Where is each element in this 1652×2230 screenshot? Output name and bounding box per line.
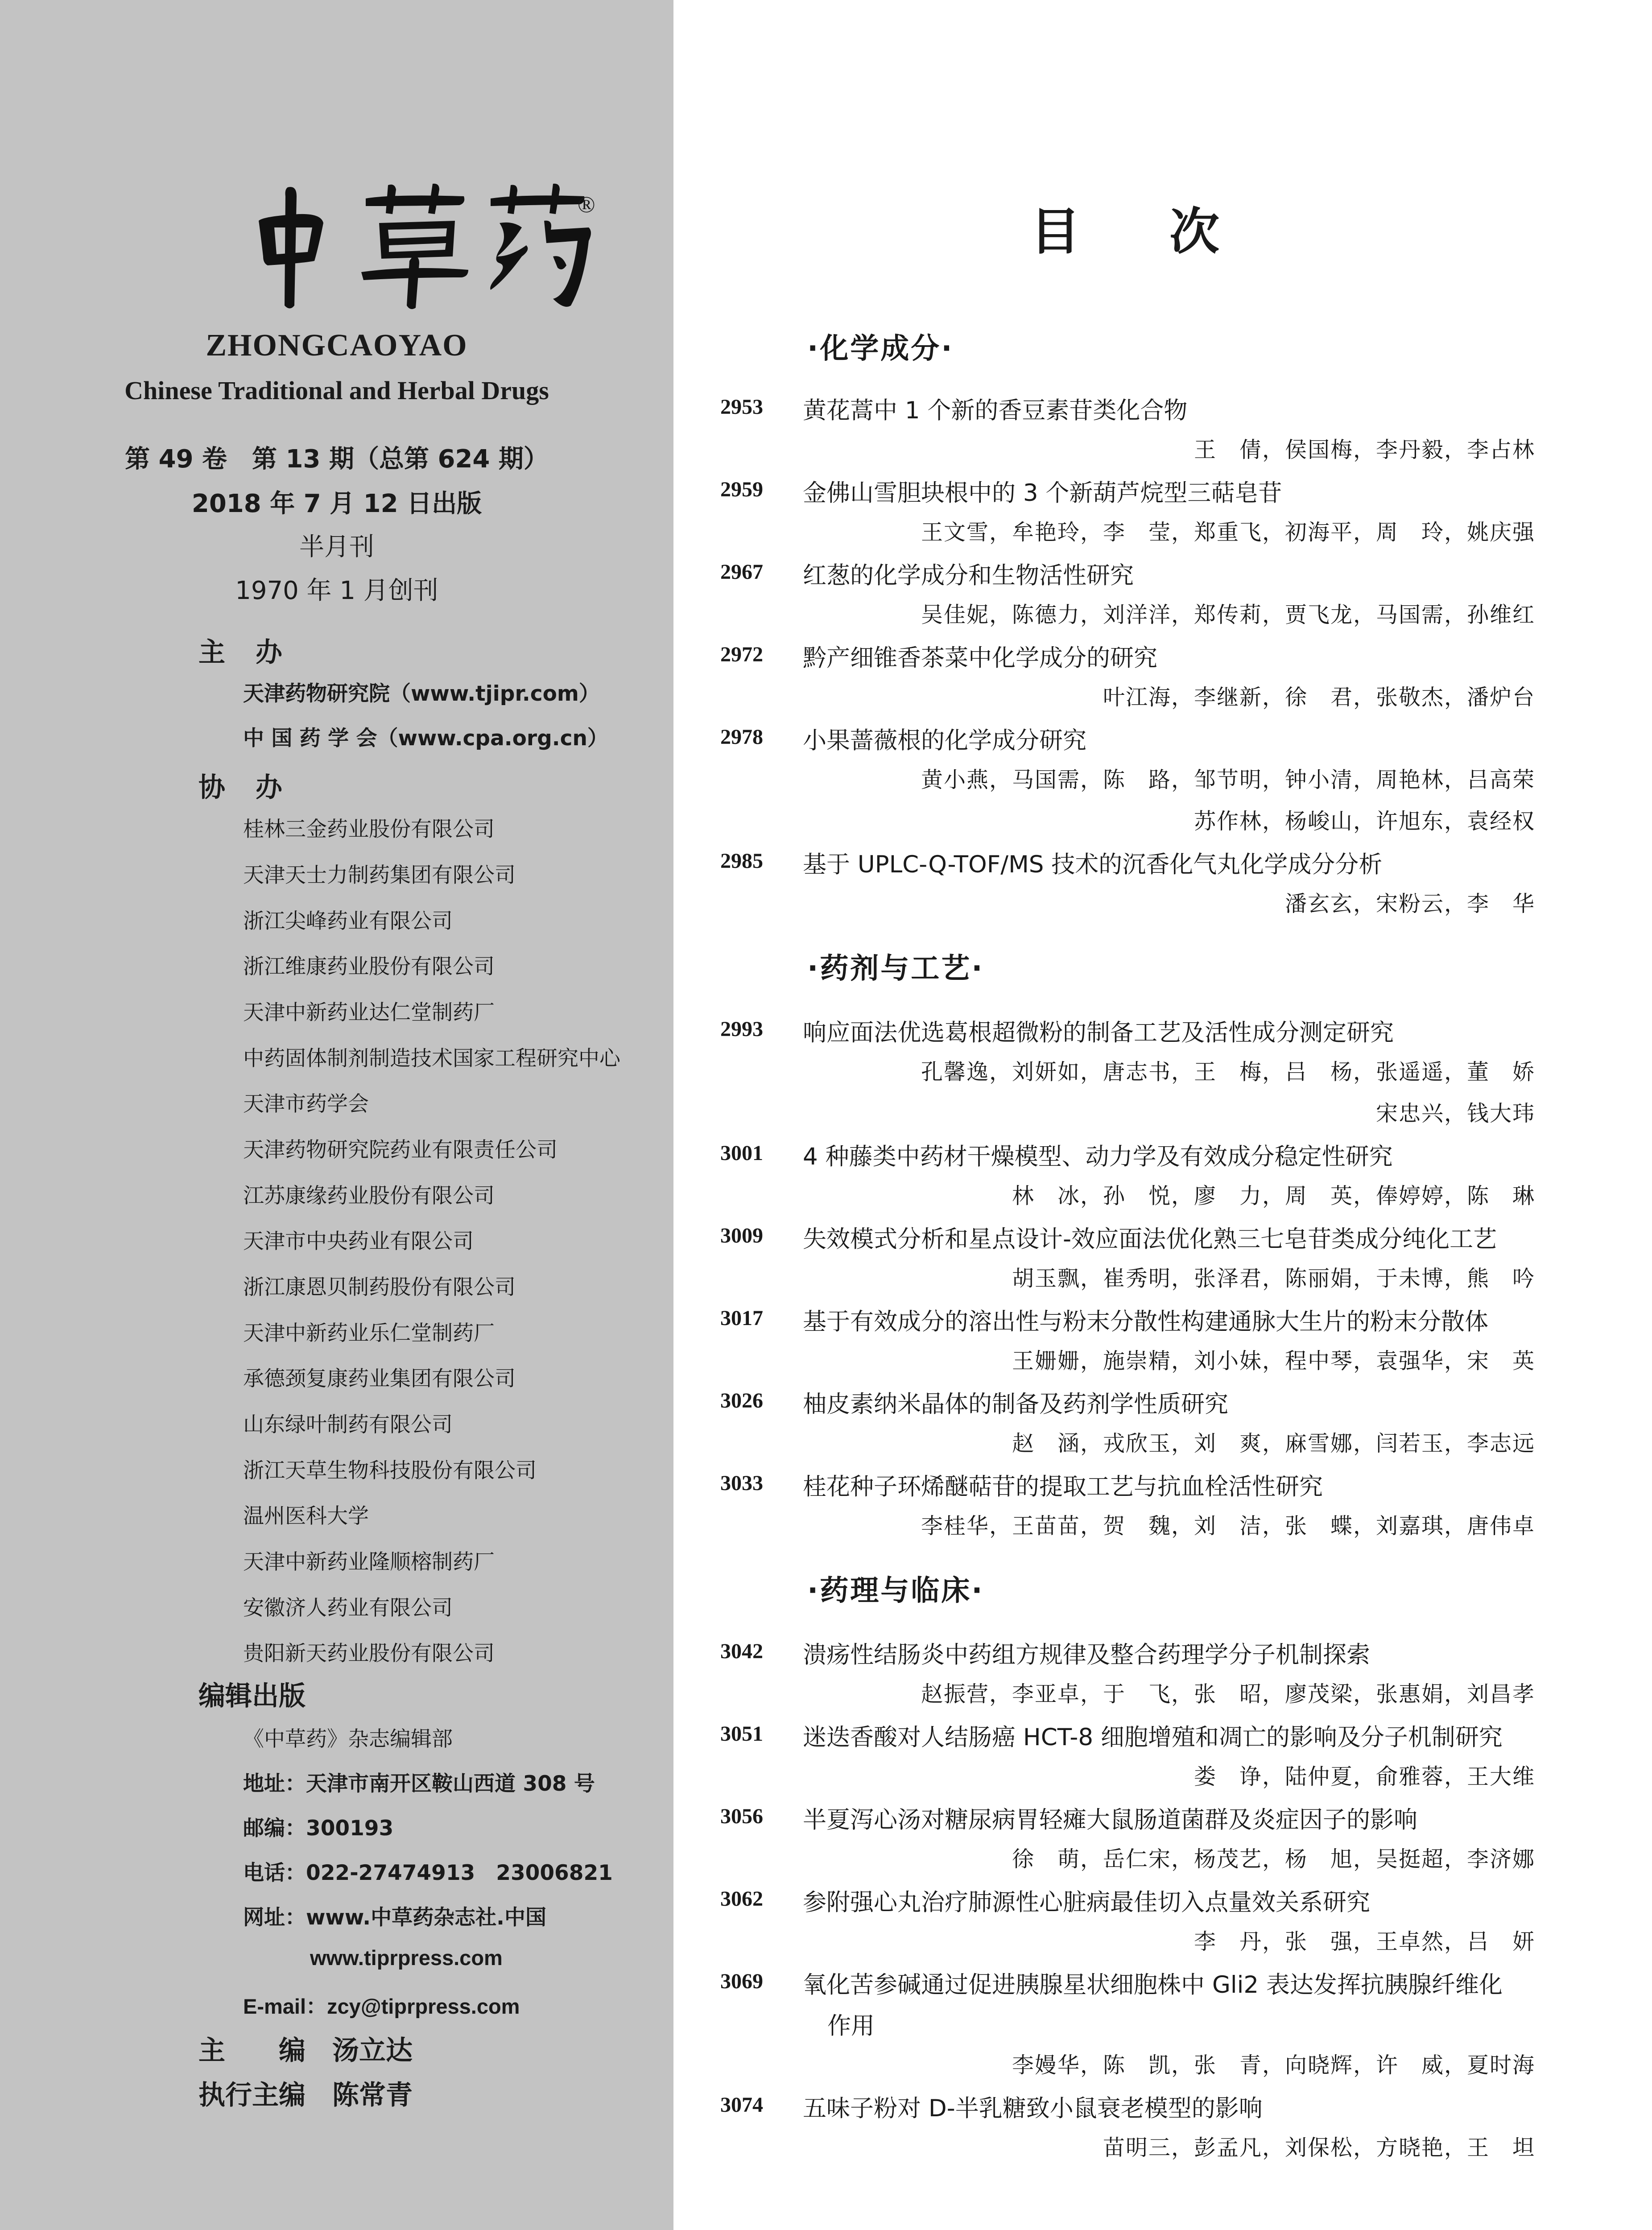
co-sponsor-item: 浙江维康药业股份有限公司 [243,954,495,979]
article-authors: 胡玉飘，崔秀明，张泽君，陈丽娟，于未博，熊 吟 [1012,1266,1535,1291]
section-heading: ·药理与临床· [807,1574,984,1607]
article-title[interactable]: 溃疡性结肠炎中药组方规律及整合药理学分子机制探索 [803,1641,1370,1668]
chief-editor: 主 编 汤立达 [198,2035,413,2066]
article-title[interactable]: 氧化苦参碱通过促进胰腺星状细胞株中 Gli2 表达发挥抗胰腺纤维化 [803,1971,1503,1999]
article-authors: 宋忠兴，钱大玮 [1375,1101,1535,1126]
co-sponsor-item: 中药固体制剂制造技术国家工程研究中心 [243,1046,620,1071]
article-page: 3017 [720,1306,763,1330]
article-page: 2993 [720,1017,763,1041]
co-sponsor-item: 天津中新药业乐仁堂制药厂 [243,1321,495,1346]
volume-issue: 第 49 卷 第 13 期（总第 624 期） [125,445,549,474]
article-authors: 赵 涵，戎欣玉，刘 爽，麻雪娜，闫若玉，李志远 [1012,1431,1535,1456]
article-page: 3074 [720,2093,763,2117]
article-title[interactable]: 响应面法优选葛根超微粉的制备工艺及活性成分测定研究 [803,1019,1394,1046]
article-page: 3056 [720,1805,763,1828]
publisher-website: 网址：www.中草药杂志社.中国 [243,1905,546,1930]
article-page: 2959 [720,478,763,501]
article-authors: 李嫚华，陈 凯，张 青，向晓辉，许 威，夏时海 [1012,2052,1535,2078]
publisher-dept: 《中草药》杂志编辑部 [243,1727,453,1751]
section-heading: ·化学成分· [807,332,954,365]
article-page: 3009 [720,1224,763,1247]
journal-calligraphy-logo [232,178,598,312]
article-page: 2953 [720,395,763,419]
co-sponsor-item: 贵阳新天药业股份有限公司 [243,1641,495,1666]
co-sponsor-item: 浙江尖峰药业有限公司 [243,909,453,933]
article-authors: 孔馨逸，刘妍如，唐志书，王 梅，吕 杨，张遥遥，董 娇 [921,1059,1535,1085]
article-page: 3069 [720,1970,763,1993]
article-title[interactable]: 黄花蒿中 1 个新的香豆素苷类化合物 [803,397,1188,424]
article-authors: 王姗姗，施崇精，刘小妹，程中琴，袁强华，宋 英 [1012,1348,1535,1374]
co-sponsor-item: 天津市中央药业有限公司 [243,1229,474,1254]
co-sponsor-item: 安徽济人药业有限公司 [243,1596,453,1620]
article-title[interactable]: 失效模式分析和星点设计-效应面法优化熟三七皂苷类成分纯化工艺 [803,1226,1497,1253]
article-authors: 李桂华，王苗苗，贺 魏，刘 洁，张 蝶，刘嘉琪，唐伟卓 [921,1513,1535,1539]
article-authors: 叶江海，李继新，徐 君，张敬杰，潘炉台 [1103,685,1535,710]
sponsor-label: 主 办 [198,637,284,668]
article-authors: 苏作林，杨峻山，许旭东，袁经权 [1194,809,1535,834]
journal-english-title: ZHONGCAOYAO [206,328,468,363]
publisher-phone: 电话：022-27474913 23006821 [243,1861,613,1885]
article-authors: 吴佳妮，陈德力，刘洋洋，郑传莉，贾飞龙，马国需，孙维红 [921,602,1535,628]
article-authors: 黄小燕，马国需，陈 路，邹节明，钟小清，周艳林，吕高荣 [921,767,1535,793]
article-authors: 徐 萌，岳仁宋，杨茂艺，杨 旭，吴挺超，李济娜 [1012,1846,1535,1872]
publisher-website-alt: www.tiprpress.com [310,1946,503,1970]
article-title[interactable]: 迷迭香酸对人结肠癌 HCT-8 细胞增殖和凋亡的影响及分子机制研究 [803,1724,1503,1751]
co-sponsor-item: 浙江天草生物科技股份有限公司 [243,1458,537,1483]
section-heading: ·药剂与工艺· [807,952,984,985]
co-sponsor-item: 山东绿叶制药有限公司 [243,1412,453,1437]
co-sponsor-item: 江苏康缘药业股份有限公司 [243,1184,495,1208]
executive-editor: 执行主编 陈常青 [198,2080,413,2111]
article-authors: 王文雪，牟艳玲，李 莹，郑重飞，初海平，周 玲，姚庆强 [921,520,1535,545]
co-sponsor-item: 桂林三金药业股份有限公司 [243,817,495,842]
article-authors: 苗明三，彭孟凡，刘保松，方晓艳，王 坦 [1103,2135,1535,2160]
article-title[interactable]: 基于 UPLC-Q-TOF/MS 技术的沉香化气丸化学成分分析 [803,851,1383,878]
article-authors: 林 冰，孙 悦，廖 力，周 英，俸婷婷，陈 琳 [1012,1183,1535,1209]
article-authors: 潘玄玄，宋粉云，李 华 [1284,891,1535,917]
article-title[interactable]: 金佛山雪胆块根中的 3 个新葫芦烷型三萜皂苷 [803,479,1282,507]
journal-english-subtitle: Chinese Traditional and Herbal Drugs [124,376,549,405]
article-page: 3042 [720,1639,763,1663]
co-sponsor-item: 承德颈复康药业集团有限公司 [243,1367,516,1391]
article-title[interactable]: 半夏泻心汤对糖尿病胃轻瘫大鼠肠道菌群及炎症因子的影响 [803,1806,1417,1834]
article-authors: 娄 诤，陆仲夏，俞雅蓉，王大维 [1194,1764,1535,1789]
publication-frequency: 半月刊 [299,533,374,562]
publication-date: 2018 年 7 月 12 日出版 [191,489,482,518]
article-title[interactable]: 4 种藤类中药材干燥模型、动力学及有效成分稳定性研究 [803,1143,1393,1170]
article-authors: 李 丹，张 强，王卓然，吕 妍 [1194,1929,1535,1954]
publisher-label: 编辑出版 [198,1681,306,1712]
article-page: 3062 [720,1887,763,1911]
co-sponsor-item: 天津中新药业隆顺榕制药厂 [243,1550,495,1574]
co-sponsor-item: 温州医科大学 [243,1504,369,1528]
article-title[interactable]: 黔产细锥香茶菜中化学成分的研究 [803,644,1157,672]
article-title[interactable]: 柚皮素纳米晶体的制备及药剂学性质研究 [803,1391,1228,1418]
publisher-email: E-mail：zcy@tiprpress.com [243,1995,520,2018]
article-title[interactable]: 参附强心丸治疗肺源性心脏病最佳切入点量效关系研究 [803,1889,1370,1916]
founded-date: 1970 年 1 月创刊 [235,576,438,605]
masthead-sidebar [0,0,673,2230]
co-sponsor-item: 天津中新药业达仁堂制药厂 [243,1000,495,1025]
publisher-address: 地址：天津市南开区鞍山西道 308 号 [243,1772,595,1796]
article-title-continued[interactable]: 作用 [827,2012,875,2040]
article-page: 2967 [720,560,763,584]
sponsor-item: 中 国 药 学 会（www.cpa.org.cn） [243,726,608,751]
registered-mark: ® [578,192,595,218]
article-title[interactable]: 基于有效成分的溶出性与粉末分散性构建通脉大生片的粉末分散体 [803,1308,1488,1335]
article-page: 3051 [720,1722,763,1746]
article-page: 2985 [720,849,763,873]
article-page: 2972 [720,643,763,666]
article-title[interactable]: 五味子粉对 D-半乳糖致小鼠衰老模型的影响 [803,2095,1263,2122]
article-page: 3001 [720,1141,763,1165]
co-sponsor-item: 浙江康恩贝制药股份有限公司 [243,1275,516,1300]
sponsor-item: 天津药物研究院（www.tjipr.com） [243,681,600,706]
article-authors: 赵振营，李亚卓，于 飞，张 昭，廖茂梁，张惠娟，刘昌孝 [921,1681,1535,1707]
co-sponsor-label: 协 办 [198,772,284,803]
article-title[interactable]: 桂花种子环烯醚萜苷的提取工艺与抗血栓活性研究 [803,1473,1323,1500]
article-page: 2978 [720,725,763,749]
publisher-postcode: 邮编：300193 [243,1816,394,1841]
co-sponsor-item: 天津天士力制药集团有限公司 [243,863,516,888]
article-title[interactable]: 红葱的化学成分和生物活性研究 [803,562,1134,589]
co-sponsor-item: 天津药物研究院药业有限责任公司 [243,1138,558,1162]
article-page: 3033 [720,1471,763,1495]
article-title[interactable]: 小果蔷薇根的化学成分研究 [803,727,1086,754]
co-sponsor-item: 天津市药学会 [243,1092,369,1116]
toc-title: 目次 [1030,203,1309,261]
article-page: 3026 [720,1389,763,1412]
article-authors: 王 倩，侯国梅，李丹毅，李占林 [1194,437,1535,463]
